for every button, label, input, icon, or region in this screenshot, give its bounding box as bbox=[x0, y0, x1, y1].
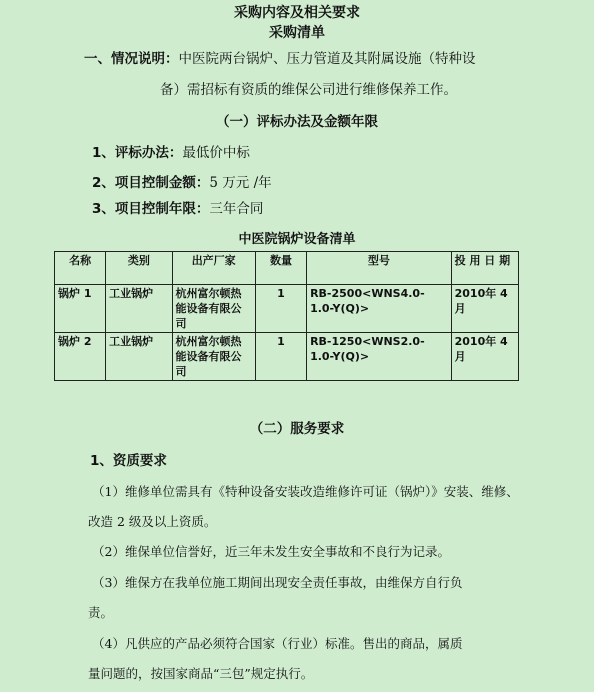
cell-qty: 1 bbox=[255, 285, 306, 333]
eval-item-amount bbox=[92, 171, 272, 191]
requirement-1-line-1: （1）维修单位需具有《特种设备安装改造维修许可证（锅炉）》安装、维修、 bbox=[92, 484, 519, 499]
cell-qty: 1 bbox=[255, 333, 306, 381]
table-row bbox=[55, 285, 519, 333]
equipment-table bbox=[54, 251, 519, 381]
situation-text-1: 中医院两台锅炉、压力管道及其附属设施（特种设 bbox=[178, 51, 476, 67]
eval-item-label: 3、项目控制年限： bbox=[92, 201, 210, 217]
table-row bbox=[55, 333, 519, 381]
cell-model: RB-2500<WNS4.0-1.0-Y(Q)> bbox=[307, 285, 452, 333]
cell-type: 工业锅炉 bbox=[106, 333, 172, 381]
cell-maker: 杭州富尔顿热能设备有限公司 bbox=[172, 285, 255, 333]
eval-item-years bbox=[92, 197, 263, 217]
eval-item-label: 2、项目控制金额： bbox=[92, 175, 210, 191]
requirement-3-line-2: 责。 bbox=[88, 605, 114, 620]
eval-item-label: 1、评标办法： bbox=[92, 145, 183, 161]
requirement-2: （2）维保单位信誉好，近三年未发生安全事故和不良行为记录。 bbox=[92, 544, 450, 559]
cell-type: 工业锅炉 bbox=[106, 285, 172, 333]
requirement-4-line-1: （4）凡供应的产品必须符合国家（行业）标准。售出的商品，属质 bbox=[92, 636, 463, 651]
cell-date: 2010年 4 月 bbox=[451, 333, 518, 381]
requirement-3-line-1: （3）维保方在我单位施工期间出现安全责任事故，由维保方自行负 bbox=[92, 575, 463, 590]
cell-maker: 杭州富尔顿热能设备有限公司 bbox=[172, 333, 255, 381]
eval-item-method bbox=[92, 141, 250, 161]
cell-model: RB-1250<WNS2.0-1.0-Y(Q)> bbox=[307, 333, 452, 381]
service-heading: （二）服务要求 bbox=[249, 421, 345, 437]
header-model: 型号 bbox=[307, 252, 452, 285]
header-maker: 出产厂家 bbox=[172, 252, 255, 285]
header-qty: 数量 bbox=[255, 252, 306, 285]
table-header-row bbox=[55, 252, 519, 285]
qualification-heading: 1、资质要求 bbox=[90, 453, 167, 469]
cell-name: 锅炉 2 bbox=[55, 333, 106, 381]
situation-label: 一、情况说明： bbox=[84, 51, 179, 67]
eval-heading: （一）评标办法及金额年限 bbox=[216, 114, 378, 130]
eval-item-value: 最低价中标 bbox=[182, 145, 250, 161]
document-subtitle: 采购清单 bbox=[269, 25, 325, 41]
document-title: 采购内容及相关要求 bbox=[234, 5, 360, 21]
header-date: 投 用 日 期 bbox=[451, 252, 518, 285]
cell-date: 2010年 4 月 bbox=[451, 285, 518, 333]
equipment-table-title: 中医院锅炉设备清单 bbox=[238, 232, 356, 247]
situation-line-1 bbox=[84, 47, 476, 67]
cell-name: 锅炉 1 bbox=[55, 285, 106, 333]
eval-item-value: 5 万元 /年 bbox=[209, 175, 272, 191]
situation-text-2: 备）需招标有资质的维保公司进行维修保养工作。 bbox=[160, 82, 457, 98]
requirement-1-line-2: 改造 2 级及以上资质。 bbox=[88, 514, 217, 529]
requirement-4-line-2: 量问题的，按国家商品“三包”规定执行。 bbox=[88, 666, 314, 681]
header-type: 类别 bbox=[106, 252, 172, 285]
eval-item-value: 三年合同 bbox=[209, 201, 264, 217]
header-name: 名称 bbox=[55, 252, 106, 285]
